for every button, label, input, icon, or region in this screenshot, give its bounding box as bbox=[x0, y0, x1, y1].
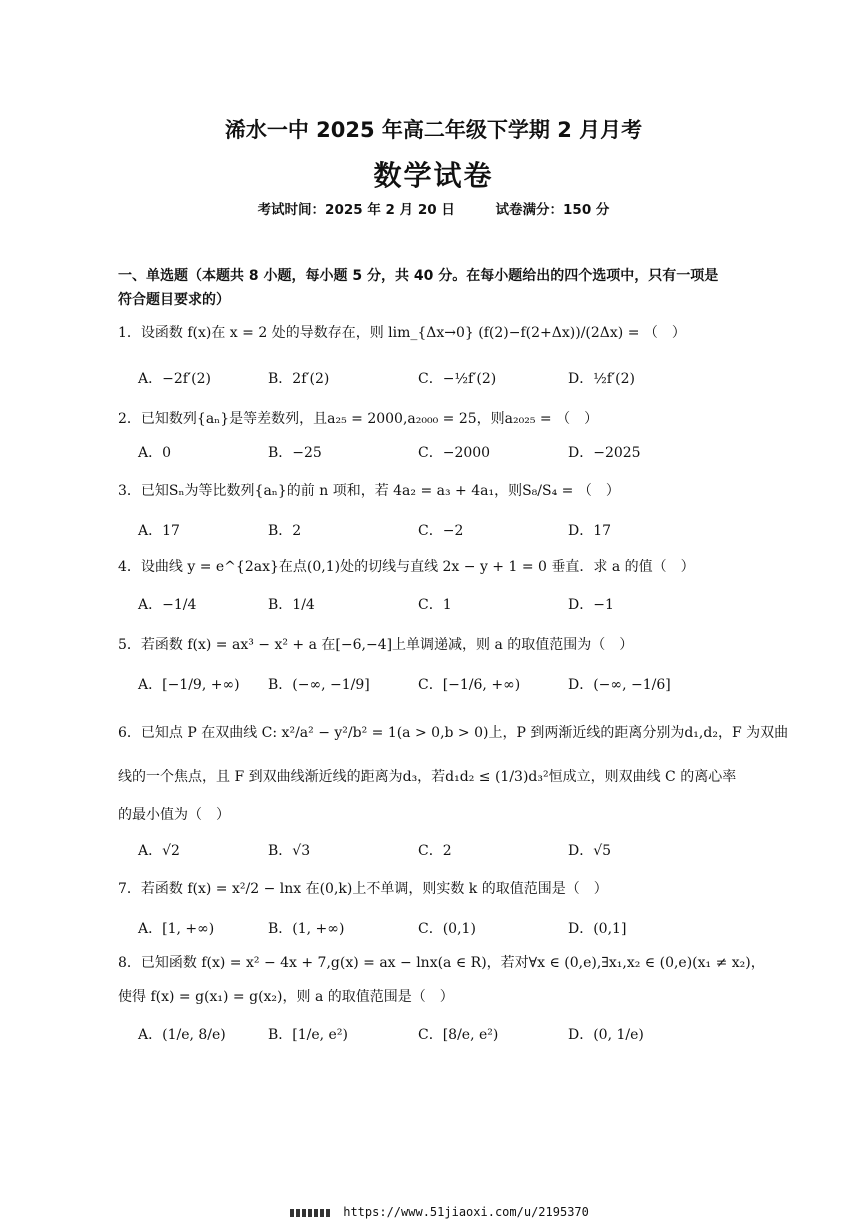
option-b: B．(1, +∞) bbox=[268, 921, 345, 937]
question-2-stem: 2．已知数列{aₙ}是等差数列，且a₂₅ = 2000,a₂₀₀₀ = 25，则a₂₀₂₅ = （ ） bbox=[118, 411, 599, 427]
exam-time: 考试时间：2025 年 2 月 20 日 bbox=[257, 202, 455, 218]
option-a: A．0 bbox=[138, 445, 172, 461]
question-1-stem: 1．设函数 f(x)在 x = 2 处的导数存在，则 lim_{Δx→0} (f(2)−f(2+Δx))/(2Δx) = （ ） bbox=[118, 325, 686, 341]
option-d: D．−1 bbox=[568, 597, 614, 613]
question-7-stem: 7．若函数 f(x) = x²/2 − lnx 在(0,k)上不单调，则实数 k 的取值范围是（ ） bbox=[118, 881, 608, 897]
option-c: C．−½f′(2) bbox=[418, 371, 497, 387]
option-a: A．−2f′(2) bbox=[138, 371, 211, 387]
question-2-options bbox=[138, 442, 758, 468]
question-1-options bbox=[138, 368, 758, 394]
footer-watermark bbox=[290, 1205, 589, 1219]
option-b: B．−25 bbox=[268, 445, 322, 461]
option-c: C．1 bbox=[418, 597, 452, 613]
option-d: D．½f′(2) bbox=[568, 371, 635, 387]
section-heading bbox=[118, 264, 758, 312]
question-8-stem-line2: 使得 f(x) = g(x₁) = g(x₂)，则 a 的取值范围是（ ） bbox=[118, 989, 454, 1005]
option-a: A．17 bbox=[138, 523, 180, 539]
watermark-logo-icon bbox=[290, 1209, 330, 1217]
option-d: D．(−∞, −1/6] bbox=[568, 677, 671, 693]
question-5-stem: 5．若函数 f(x) = ax³ − x² + a 在[−6,−4]上单调递减，则 a 的取值范围为（ ） bbox=[118, 637, 634, 653]
question-6-stem-line3: 的最小值为（ ） bbox=[118, 807, 230, 823]
option-b: B．(−∞, −1/9] bbox=[268, 677, 370, 693]
option-d: D．√5 bbox=[568, 843, 612, 859]
question-4-options bbox=[138, 594, 758, 620]
option-a: A．[−1/9, +∞) bbox=[138, 677, 240, 693]
option-a: A．−1/4 bbox=[138, 597, 197, 613]
option-a: A．√2 bbox=[138, 843, 180, 859]
question-3-stem: 3．已知Sₙ为等比数列{aₙ}的前 n 项和，若 4a₂ = a₃ + 4a₁，则S₈/S₄ = （ ） bbox=[118, 483, 620, 499]
option-d: D．17 bbox=[568, 523, 612, 539]
option-c: C．−2000 bbox=[418, 445, 491, 461]
question-4-stem: 4．设曲线 y = e^{2ax}在点(0,1)处的切线与直线 2x − y + 1 = 0 垂直．求 a 的值（ ） bbox=[118, 559, 695, 575]
exam-title: 浠水一中 2025 年高二年级下学期 2 月月考 bbox=[224, 118, 643, 142]
question-5-options bbox=[138, 674, 758, 700]
question-6-options bbox=[138, 840, 758, 866]
option-c: C．[−1/6, +∞) bbox=[418, 677, 521, 693]
option-d: D．(0, 1/e) bbox=[568, 1027, 644, 1043]
option-d: D．(0,1] bbox=[568, 921, 627, 937]
option-c: C．−2 bbox=[418, 523, 464, 539]
question-8-options bbox=[138, 1024, 758, 1050]
option-a: A．[1, +∞) bbox=[138, 921, 215, 937]
option-b: B．√3 bbox=[268, 843, 311, 859]
section-heading-line: 符合题目要求的） bbox=[118, 292, 230, 308]
option-b: B．1/4 bbox=[268, 597, 315, 613]
option-c: C．2 bbox=[418, 843, 452, 859]
exam-subtitle: 数学试卷 bbox=[373, 159, 494, 192]
question-7-options bbox=[138, 918, 758, 944]
question-6-stem-line2: 线的一个焦点，且 F 到双曲线渐近线的距离为d₃，若d₁d₂ ≤ (1/3)d₃²恒成立，则双曲线 C 的离心率 bbox=[118, 769, 737, 785]
exam-meta bbox=[0, 198, 867, 218]
option-b: B．[1/e, e²) bbox=[268, 1027, 348, 1043]
option-c: C．[8/e, e²) bbox=[418, 1027, 499, 1043]
question-8-stem-line1: 8．已知函数 f(x) = x² − 4x + 7,g(x) = ax − lnx(a ∈ R)，若对∀x ∈ (0,e),∃x₁,x₂ ∈ (0,e)(x₁ ≠ x₂)， bbox=[118, 955, 765, 971]
option-c: C．(0,1) bbox=[418, 921, 476, 937]
question-6-stem-line1: 6．已知点 P 在双曲线 C: x²/a² − y²/b² = 1(a > 0,b > 0)上，P 到两渐近线的距离分别为d₁,d₂，F 为双曲 bbox=[118, 725, 789, 741]
question-3-options bbox=[138, 520, 758, 546]
section-heading-line: 一、单选题（本题共 8 小题，每小题 5 分，共 40 分。在每小题给出的四个选项中，只有一项是 bbox=[118, 268, 719, 284]
option-b: B．2f′(2) bbox=[268, 371, 330, 387]
full-score: 试卷满分：150 分 bbox=[495, 202, 610, 218]
option-b: B．2 bbox=[268, 523, 302, 539]
option-a: A．(1/e, 8/e) bbox=[138, 1027, 226, 1043]
footer-url[interactable]: https://www.51jiaoxi.com/u/2195370 bbox=[343, 1205, 589, 1219]
option-d: D．−2025 bbox=[568, 445, 641, 461]
